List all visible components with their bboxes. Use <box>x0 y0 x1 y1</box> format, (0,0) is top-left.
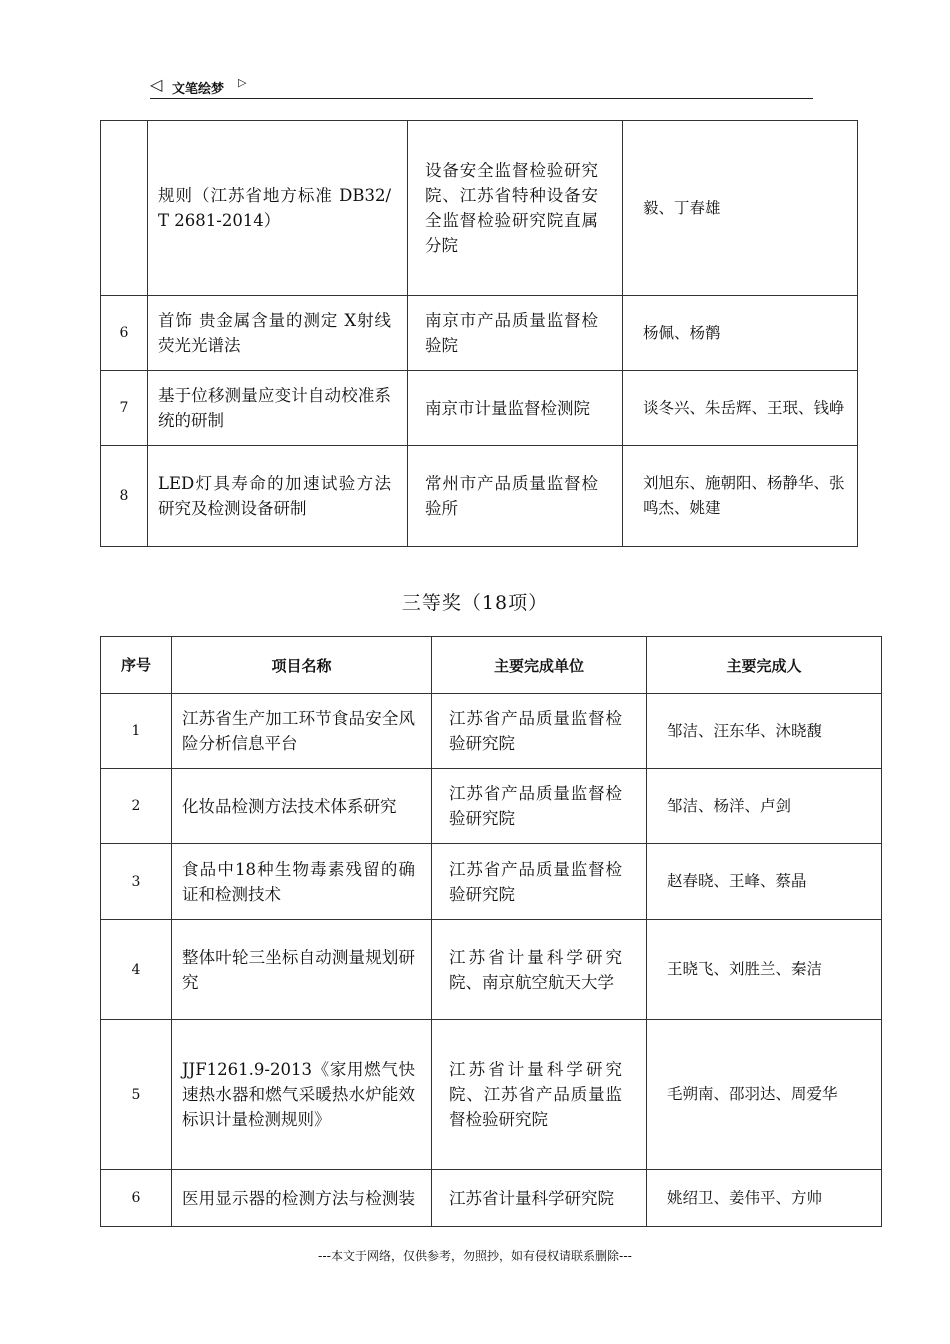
row-number <box>101 121 148 296</box>
persons-cell <box>623 121 858 296</box>
right-triangle-icon: ▷ <box>238 76 247 89</box>
unit-name: 南京市计量监督检测院 <box>425 398 590 418</box>
persons-cell <box>623 296 858 371</box>
unit-name: 设备安全监督检验研究院、江苏省特种设备安全监督检验研究院直属分院 <box>425 161 598 255</box>
persons: 谈冬兴、朱岳辉、王珉、钱峥 <box>643 398 845 417</box>
project-name: 整体叶轮三坐标自动测量规划研究 <box>182 947 415 992</box>
unit-cell <box>408 446 623 547</box>
unit-name: 江苏省计量科学研究院、南京航空航天大学 <box>449 947 622 992</box>
header-name: 项目名称 <box>172 637 432 694</box>
project-name-cell <box>172 694 432 769</box>
section-title: 三等奖（18项） <box>401 592 549 614</box>
row-number: 5 <box>101 1020 172 1170</box>
table-row <box>101 371 858 446</box>
persons-cell <box>647 694 882 769</box>
row-number: 6 <box>101 296 148 371</box>
row-number: 6 <box>101 1170 172 1227</box>
unit-name: 常州市产品质量监督检验所 <box>425 474 598 518</box>
unit-name: 江苏省产品质量监督检验研究院 <box>449 709 622 753</box>
project-name-cell <box>172 920 432 1020</box>
persons: 毛朔南、邵羽达、周爱华 <box>667 1085 838 1103</box>
table-row <box>101 121 858 296</box>
header-no: 序号 <box>101 637 172 694</box>
table-row <box>101 920 882 1020</box>
row-number: 2 <box>101 769 172 844</box>
project-name-cell <box>148 121 408 296</box>
persons: 王晓飞、刘胜兰、秦洁 <box>667 960 823 978</box>
unit-cell <box>432 694 647 769</box>
project-name-cell <box>148 371 408 446</box>
page-header <box>150 74 813 99</box>
table-row <box>101 296 858 371</box>
project-name: 医用显示器的检测方法与检测装 <box>182 1188 415 1208</box>
table-row <box>101 446 858 547</box>
row-number: 4 <box>101 920 172 1020</box>
unit-cell <box>408 371 623 446</box>
table-header-row <box>101 637 882 694</box>
unit-cell <box>432 1170 647 1227</box>
footer-disclaimer: ---本文于网络，仅供参考，勿照抄，如有侵权请联系删除--- <box>318 1249 632 1263</box>
persons-cell <box>647 1170 882 1227</box>
header-persons: 主要完成人 <box>647 637 882 694</box>
persons: 刘旭东、施朝阳、杨静华、张鸣杰、姚建 <box>643 474 845 517</box>
project-name: 食品中18种生物毒素残留的确证和检测技术 <box>182 859 415 904</box>
project-name: 基于位移测量应变计自动校准系统的研制 <box>158 386 391 430</box>
unit-name: 江苏省计量科学研究院、江苏省产品质量监督检验研究院 <box>449 1060 622 1129</box>
persons-cell <box>647 1020 882 1170</box>
unit-cell <box>408 121 623 296</box>
persons-cell <box>647 769 882 844</box>
unit-name: 江苏省产品质量监督检验研究院 <box>449 784 622 828</box>
left-triangle-icon: ◁ <box>150 75 163 94</box>
project-name-cell <box>148 446 408 547</box>
unit-cell <box>432 769 647 844</box>
table-row <box>101 1170 882 1227</box>
unit-cell <box>408 296 623 371</box>
persons-cell <box>647 844 882 920</box>
persons-cell <box>623 446 858 547</box>
unit-name: 江苏省产品质量监督检验研究院 <box>449 859 622 904</box>
table-row <box>101 769 882 844</box>
persons-cell <box>647 920 882 1020</box>
row-number: 8 <box>101 446 148 547</box>
persons: 毅、丁春雄 <box>643 198 721 217</box>
unit-name: 南京市产品质量监督检验院 <box>425 311 598 355</box>
persons: 姚绍卫、姜伟平、方帅 <box>667 1188 823 1207</box>
project-name: 首饰 贵金属含量的测定 X射线荧光光谱法 <box>158 311 391 355</box>
unit-cell <box>432 920 647 1020</box>
table-row <box>101 694 882 769</box>
project-name-cell <box>172 1170 432 1227</box>
persons-cell <box>623 371 858 446</box>
unit-cell <box>432 844 647 920</box>
unit-name: 江苏省计量科学研究院 <box>449 1188 614 1208</box>
row-number: 3 <box>101 844 172 920</box>
header-unit: 主要完成单位 <box>432 637 647 694</box>
row-number: 1 <box>101 694 172 769</box>
project-name-cell <box>172 1020 432 1170</box>
table-row <box>101 844 882 920</box>
awards-table-continued <box>100 120 858 547</box>
row-number: 7 <box>101 371 148 446</box>
persons: 杨佩、杨鹡 <box>643 323 721 342</box>
project-name: 规则（江苏省地方标准 DB32/T 2681-2014） <box>158 186 391 230</box>
third-prize-table <box>100 636 882 1227</box>
project-name-cell <box>148 296 408 371</box>
project-name-cell <box>172 844 432 920</box>
project-name-cell <box>172 769 432 844</box>
project-name: 化妆品检测方法技术体系研究 <box>182 796 397 816</box>
persons: 邹洁、汪东华、沐晓馥 <box>667 721 823 740</box>
brand-text: 文笔绘梦 <box>172 82 225 97</box>
project-name: 江苏省生产加工环节食品安全风险分析信息平台 <box>182 709 415 753</box>
project-name: LED灯具寿命的加速试验方法研究及检测设备研制 <box>158 474 391 518</box>
table-row <box>101 1020 882 1170</box>
persons: 邹洁、杨洋、卢剑 <box>667 796 792 815</box>
unit-cell <box>432 1020 647 1170</box>
persons: 赵春晓、王峰、蔡晶 <box>667 872 807 890</box>
project-name: JJF1261.9-2013《家用燃气快速热水器和燃气采暖热水炉能效标识计量检测规则》 <box>182 1060 415 1129</box>
